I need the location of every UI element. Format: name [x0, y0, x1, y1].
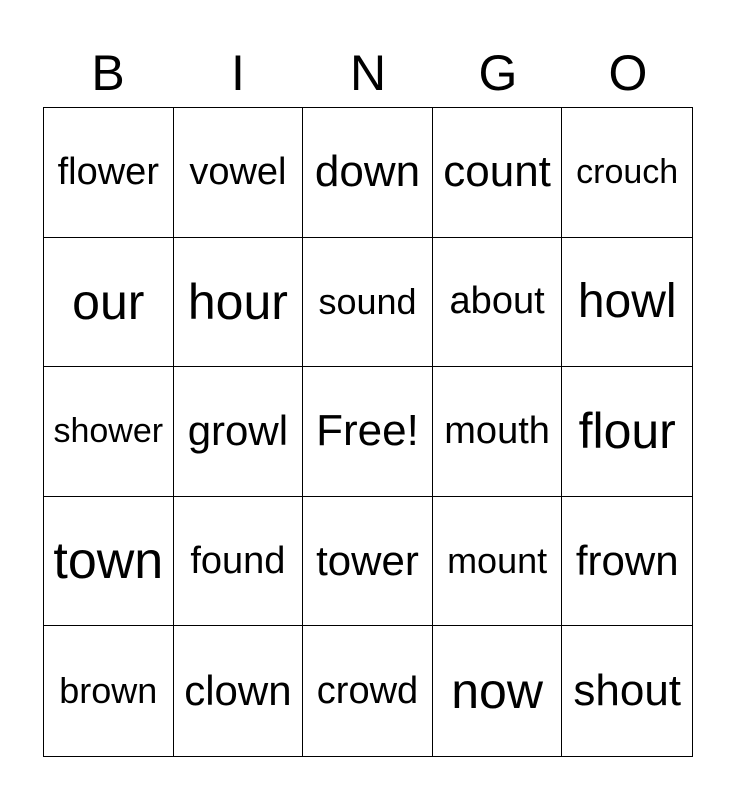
- bingo-cell[interactable]: frown: [562, 497, 692, 627]
- bingo-cell-free-space[interactable]: Free!: [303, 367, 433, 497]
- bingo-cell[interactable]: shower: [44, 367, 174, 497]
- bingo-cell[interactable]: town: [44, 497, 174, 627]
- bingo-cell[interactable]: mount: [433, 497, 563, 627]
- header-letter-o: O: [608, 45, 648, 101]
- bingo-cell[interactable]: crouch: [562, 108, 692, 238]
- bingo-cell[interactable]: found: [174, 497, 304, 627]
- bingo-cell[interactable]: vowel: [174, 108, 304, 238]
- bingo-cell[interactable]: crowd: [303, 626, 433, 756]
- bingo-header: [43, 42, 693, 104]
- bingo-cell[interactable]: count: [433, 108, 563, 238]
- header-letter-g: G: [478, 45, 518, 101]
- header-letter-b: B: [91, 45, 125, 101]
- bingo-cell[interactable]: howl: [562, 238, 692, 368]
- bingo-board: [43, 107, 693, 757]
- bingo-cell[interactable]: clown: [174, 626, 304, 756]
- bingo-cell[interactable]: our: [44, 238, 174, 368]
- bingo-cell[interactable]: brown: [44, 626, 174, 756]
- bingo-cell[interactable]: shout: [573, 666, 682, 716]
- bingo-cell[interactable]: flower: [44, 108, 174, 238]
- bingo-cell[interactable]: tower: [303, 497, 433, 627]
- header-letter-n: N: [349, 45, 387, 101]
- bingo-cell[interactable]: about: [433, 238, 563, 368]
- bingo-cell[interactable]: mouth: [433, 367, 563, 497]
- bingo-cell[interactable]: down: [303, 108, 433, 238]
- bingo-cell[interactable]: hour: [174, 238, 304, 368]
- bingo-cell[interactable]: sound: [303, 238, 433, 368]
- bingo-cell[interactable]: growl: [174, 367, 304, 497]
- bingo-cell[interactable]: now: [433, 626, 563, 756]
- bingo-cell[interactable]: flour: [562, 367, 692, 497]
- header-letter-i: I: [231, 45, 245, 101]
